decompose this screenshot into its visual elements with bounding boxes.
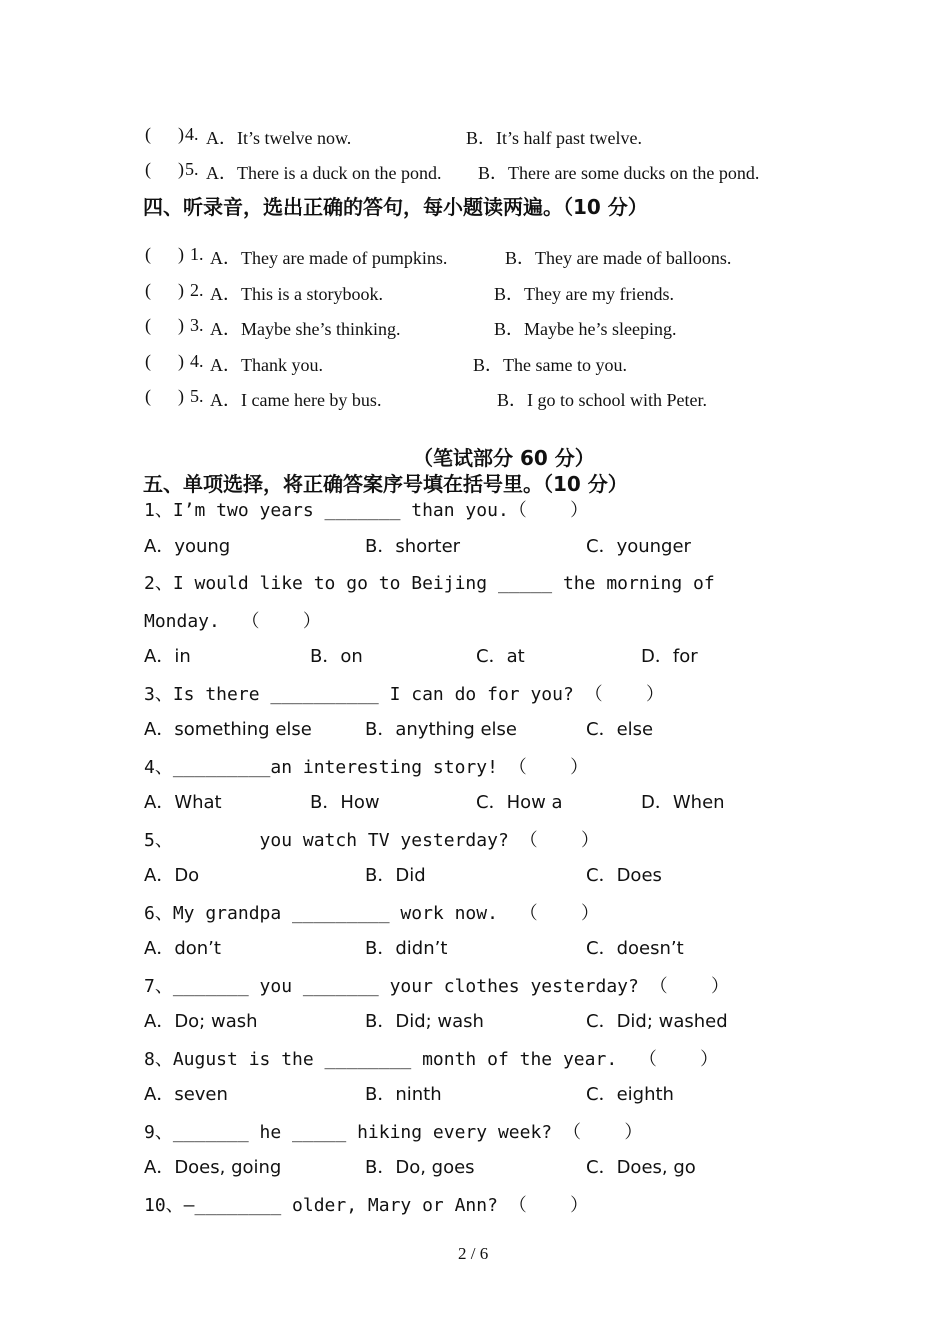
answer-paren[interactable]: ( ) xyxy=(145,280,184,300)
item-number: 5. xyxy=(190,386,204,406)
option-b: B．It’s half past twelve. xyxy=(466,128,642,148)
option-a: A．They are made of pumpkins. xyxy=(210,248,448,268)
option-a: A．Thank you. xyxy=(210,355,323,375)
answer-paren[interactable]: ( ) xyxy=(145,315,184,335)
option: A．young xyxy=(144,536,231,557)
option: C．else xyxy=(586,719,654,740)
option-a: A．I came here by bus. xyxy=(210,390,382,410)
option: A．What xyxy=(144,792,222,813)
answer-paren[interactable]: ( ) xyxy=(145,244,184,264)
item-number: 5. xyxy=(185,159,199,179)
question-text: 5、 you watch TV yesterday? （ ） xyxy=(144,830,599,851)
option-a: A．Maybe she’s thinking. xyxy=(210,319,401,339)
item-number: 1. xyxy=(190,244,204,264)
section-4-title: 四、听录音，选出正确的答句，每小题读两遍。（10 分） xyxy=(143,195,648,219)
option: D．for xyxy=(641,646,698,667)
option: B．How xyxy=(310,792,380,813)
option: C．Does, go xyxy=(586,1157,696,1178)
option: A．in xyxy=(144,646,191,667)
option: C．eighth xyxy=(586,1084,674,1105)
option-a: A．There is a duck on the pond. xyxy=(206,163,442,183)
option: C．Does xyxy=(586,865,662,886)
option: A．seven xyxy=(144,1084,228,1105)
option: B．anything else xyxy=(365,719,517,740)
answer-paren[interactable]: ( ) xyxy=(145,386,184,406)
answer-paren[interactable]: ( ) xyxy=(145,124,184,144)
answer-paren[interactable]: ( ) xyxy=(145,159,184,179)
question-text: 6、My grandpa _________ work now. （ ） xyxy=(144,903,599,924)
option: C．doesn’t xyxy=(586,938,684,959)
question-text-continued: Monday. （ ） xyxy=(144,611,321,632)
option: D．When xyxy=(641,792,725,813)
option: A．don’t xyxy=(144,938,221,959)
option-b: B．They are made of balloons. xyxy=(505,248,732,268)
option-b: B．There are some ducks on the pond. xyxy=(478,163,760,183)
item-number: 4. xyxy=(190,351,204,371)
option: C．Did; washed xyxy=(586,1011,728,1032)
option-a: A．It’s twelve now. xyxy=(206,128,352,148)
option: B．Did xyxy=(365,865,426,886)
option: B．ninth xyxy=(365,1084,442,1105)
written-part-title: （笔试部分 60 分） xyxy=(413,446,595,470)
option: A．something else xyxy=(144,719,312,740)
option: B．on xyxy=(310,646,363,667)
option: C．How a xyxy=(476,792,563,813)
option: C．younger xyxy=(586,536,691,557)
option: A．Do xyxy=(144,865,200,886)
option: A．Does, going xyxy=(144,1157,282,1178)
item-number: 4. xyxy=(185,124,199,144)
question-text: 1、I’m two years _______ than you.（ ） xyxy=(144,500,589,521)
question-text: 10、—________ older, Mary or Ann? （ ） xyxy=(144,1195,589,1216)
option: A．Do; wash xyxy=(144,1011,258,1032)
option: B．shorter xyxy=(365,536,461,557)
answer-paren[interactable]: ( ) xyxy=(145,351,184,371)
option: B．didn’t xyxy=(365,938,448,959)
question-text: 9、_______ he _____ hiking every week? （ ） xyxy=(144,1122,643,1143)
page-number: 2 / 6 xyxy=(458,1244,489,1263)
question-text: 2、I would like to go to Beijing _____ the morning of xyxy=(144,573,715,594)
item-number: 3. xyxy=(190,315,204,335)
option-a: A．This is a storybook. xyxy=(210,284,383,304)
question-text: 4、_________an interesting story! （ ） xyxy=(144,757,589,778)
option-b: B．They are my friends. xyxy=(494,284,674,304)
option-b: B．Maybe he’s sleeping. xyxy=(494,319,677,339)
option-b: B．I go to school with Peter. xyxy=(497,390,707,410)
question-text: 3、Is there __________ I can do for you? （ ） xyxy=(144,684,664,705)
option: B．Did; wash xyxy=(365,1011,484,1032)
section-5-title: 五、单项选择，将正确答案序号填在括号里。（10 分） xyxy=(143,472,628,496)
question-text: 8、August is the ________ month of the year. （ ） xyxy=(144,1049,719,1070)
option: C．at xyxy=(476,646,525,667)
question-text: 7、_______ you _______ your clothes yesterday? （ ） xyxy=(144,976,730,997)
option: B．Do, goes xyxy=(365,1157,475,1178)
item-number: 2. xyxy=(190,280,204,300)
option-b: B．The same to you. xyxy=(473,355,627,375)
